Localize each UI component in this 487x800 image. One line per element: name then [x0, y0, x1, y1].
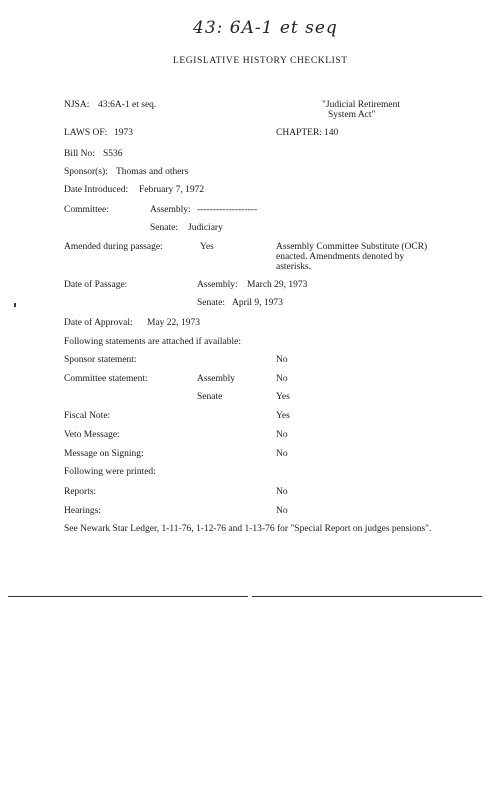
sponsors-value: Thomas and others: [116, 167, 189, 177]
page-title: LEGISLATIVE HISTORY CHECKLIST: [173, 56, 348, 66]
passage-assembly-label: Assembly:: [197, 280, 238, 290]
date-of-approval-value: May 22, 1973: [147, 318, 201, 328]
bill-no-value: S536: [103, 149, 123, 159]
chapter-label: CHAPTER:: [276, 128, 322, 138]
passage-assembly-value: March 29, 1973: [247, 280, 308, 290]
veto-message-label: Veto Message:: [64, 430, 120, 440]
bill-no-label: Bill No:: [64, 149, 95, 159]
divider-left: [8, 596, 248, 597]
sponsors-label: Sponsor(s):: [64, 167, 108, 177]
amended-note: Assembly Committee Substitute (OCR) enacted. Amendments denoted by asterisks.: [276, 242, 428, 272]
hearings-label: Hearings:: [64, 506, 101, 516]
chapter-value: 140: [324, 128, 339, 138]
committee-statement-assembly-label: Assembly: [197, 374, 235, 384]
message-on-signing-value: No: [276, 449, 288, 459]
njsa-value: 43:6A-1 et seq.: [98, 100, 157, 110]
committee-statement-label: Committee statement:: [64, 374, 148, 384]
fiscal-note-label: Fiscal Note:: [64, 411, 111, 421]
committee-statement-senate-value: Yes: [276, 392, 290, 402]
sponsor-statement-value: No: [276, 355, 288, 365]
message-on-signing-label: Message on Signing:: [64, 449, 144, 459]
laws-of-value: 1973: [114, 128, 133, 138]
hearings-value: No: [276, 506, 288, 516]
laws-of-label: LAWS OF:: [64, 128, 108, 138]
reports-value: No: [276, 487, 288, 497]
njsa-label: NJSA:: [64, 100, 90, 110]
date-introduced-label: Date Introduced:: [64, 185, 129, 195]
passage-senate-value: April 9, 1973: [232, 298, 283, 308]
committee-statement-assembly-value: No: [276, 374, 288, 384]
handwritten-reference: 43: 6A-1 et seq: [193, 18, 338, 38]
amended-label: Amended during passage:: [64, 242, 163, 252]
date-of-passage-label: Date of Passage:: [64, 280, 128, 290]
committee-senate-value: Judiciary: [188, 223, 223, 233]
divider-right: [252, 596, 482, 597]
printed-heading: Following were printed:: [64, 467, 156, 477]
passage-senate-label: Senate:: [197, 298, 225, 308]
sponsor-statement-label: Sponsor statement:: [64, 355, 137, 365]
amended-value: Yes: [200, 242, 214, 252]
date-of-approval-label: Date of Approval:: [64, 318, 133, 328]
committee-assembly-label: Assembly:: [150, 205, 191, 215]
committee-label: Committee:: [64, 205, 109, 215]
veto-message-value: No: [276, 430, 288, 440]
reports-label: Reports:: [64, 487, 97, 497]
committee-senate-label: Senate:: [150, 223, 178, 233]
committee-statement-senate-label: Senate: [197, 392, 223, 402]
footnote: See Newark Star Ledger, 1-11-76, 1-12-76 and 1-13-76 for "Special Report on judges pensions".: [64, 524, 432, 534]
scan-mark: [14, 303, 16, 307]
statements-heading: Following statements are attached if available:: [64, 337, 242, 347]
committee-assembly-value: -------------------: [197, 205, 258, 215]
date-introduced-value: February 7, 1972: [139, 185, 205, 195]
act-name-line1: "Judicial Retirement: [322, 100, 401, 110]
fiscal-note-value: Yes: [276, 411, 290, 421]
act-name-line2: System Act": [328, 110, 376, 120]
